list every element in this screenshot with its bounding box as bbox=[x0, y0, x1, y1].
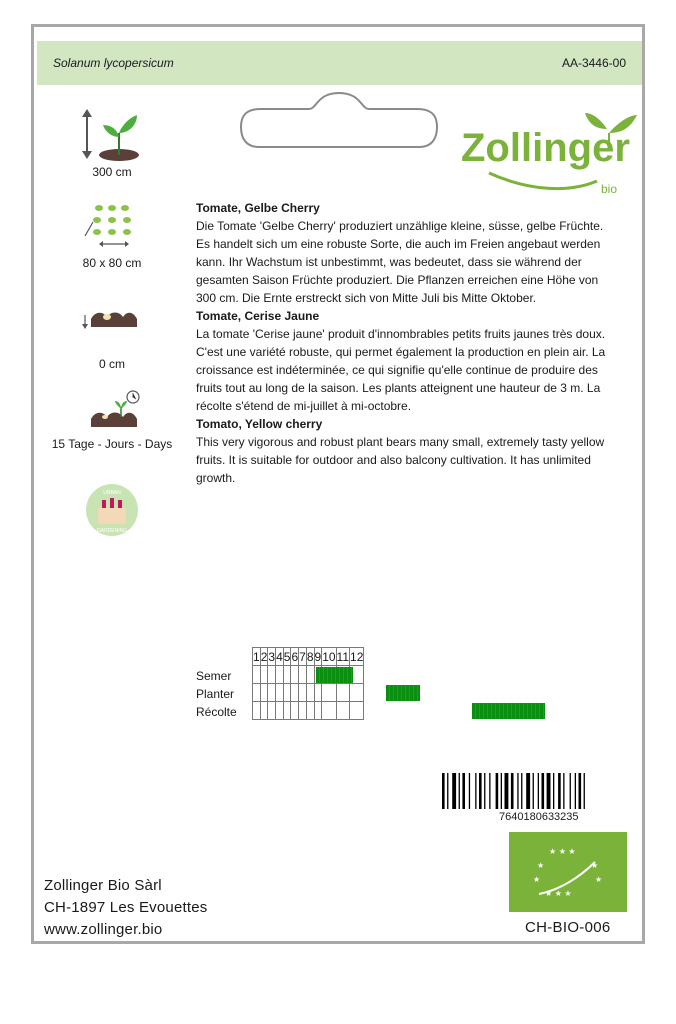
calendar-row-harvest bbox=[253, 702, 364, 720]
calendar-cell bbox=[291, 666, 299, 684]
header-bar bbox=[37, 41, 642, 85]
seed-packet bbox=[31, 24, 645, 944]
row-label-harvest: Récolte bbox=[196, 705, 237, 719]
calendar-cell bbox=[276, 666, 284, 684]
brand-sub: bio bbox=[601, 182, 618, 196]
bio-certification: CH-BIO-006 bbox=[525, 919, 611, 936]
month-4: 4 bbox=[276, 649, 283, 664]
calendar-cell bbox=[350, 684, 364, 702]
month-9: 9 bbox=[314, 649, 322, 664]
svg-text:★: ★ bbox=[591, 861, 599, 870]
calendar-row-plant bbox=[253, 684, 364, 702]
plant-period-bar bbox=[386, 685, 420, 701]
plant-height-icon bbox=[77, 107, 147, 161]
calendar-cell bbox=[276, 702, 284, 720]
calendar-cell bbox=[253, 666, 261, 684]
calendar-cell bbox=[336, 684, 349, 702]
calendar-cell bbox=[283, 684, 291, 702]
variety-title-fr: Tomate, Cerise Jaune bbox=[196, 309, 320, 323]
month-12: 12 bbox=[350, 649, 364, 664]
article-code: AA-3446-00 bbox=[561, 56, 626, 70]
badge-top-text: URBAN bbox=[103, 490, 121, 496]
barcode-number: 7640180633235 bbox=[499, 811, 579, 823]
depth-info bbox=[34, 297, 190, 371]
month-header-row bbox=[253, 648, 364, 666]
svg-text:★: ★ bbox=[533, 875, 541, 884]
variety-text-de: Die Tomate 'Gelbe Cherry' produziert unzählige kleine, süsse, gelbe Früchte. Es handelt sich um eine robuste Sorte, die auch im Freien angebaut werden kann. Ihr Wachstum ist unbestimmt, was bedeutet, dass sie während der gesamten Saison Früchte produziert. Die Pflanzen erreichen eine Höhe von 300 cm. Die Ernte erstreckt sich von Mitte Juli bis Mitte Oktober. bbox=[196, 219, 604, 305]
height-info bbox=[34, 107, 190, 179]
sowing-depth-icon bbox=[77, 297, 147, 337]
calendar-cell bbox=[299, 684, 307, 702]
month-10: 10 bbox=[322, 649, 336, 664]
urban-gardening-badge bbox=[34, 482, 190, 538]
company-location: CH-1897 Les Evouettes bbox=[44, 899, 208, 916]
germination-info bbox=[34, 387, 190, 451]
calendar-cell bbox=[260, 684, 268, 702]
badge-bottom-text: GARDENING bbox=[96, 528, 128, 534]
calendar-cell bbox=[253, 684, 261, 702]
month-5: 5 bbox=[283, 649, 291, 664]
calendar-cell bbox=[306, 666, 314, 684]
month-11: 11 bbox=[336, 649, 350, 664]
barcode bbox=[442, 773, 622, 809]
month-2: 2 bbox=[260, 649, 268, 664]
calendar-cell bbox=[268, 684, 276, 702]
calendar-cell bbox=[306, 684, 314, 702]
svg-text:★: ★ bbox=[595, 875, 603, 884]
month-8: 8 bbox=[306, 649, 314, 664]
month-3: 3 bbox=[268, 649, 276, 664]
calendar-cell bbox=[260, 666, 268, 684]
calendar-cell bbox=[276, 684, 284, 702]
latin-name: Solanum lycopersicum bbox=[53, 56, 174, 70]
calendar-cell bbox=[350, 702, 364, 720]
germination-time-icon bbox=[77, 387, 147, 433]
variety-text-fr: La tomate 'Cerise jaune' produit d'innombrables petits fruits jaunes très doux. C'est une variété robuste, qui permet également la production en plein air. La croissance est indéterminée, ce qui signifie qu'elle continue de produire des fruits tout au long de la saison. Les plants atteignent une hauteur de 3 m. La récolte s'étend de mi-juillet à mi-octobre. bbox=[196, 327, 606, 413]
month-1: 1 bbox=[253, 649, 260, 664]
company-address bbox=[44, 875, 207, 941]
variety-title-en: Tomato, Yellow cherry bbox=[196, 417, 323, 431]
month-6: 6 bbox=[291, 649, 299, 664]
height-value: 300 cm bbox=[92, 165, 132, 179]
plant-spacing-icon bbox=[77, 202, 147, 252]
variety-title-de: Tomate, Gelbe Cherry bbox=[196, 201, 320, 215]
svg-text:★ ★ ★: ★ ★ ★ bbox=[549, 847, 576, 856]
calendar-cell bbox=[253, 702, 261, 720]
calendar-grid bbox=[252, 647, 364, 720]
company-name: Zollinger Bio Sàrl bbox=[44, 877, 162, 894]
brand-name: Zollinger bbox=[461, 126, 630, 170]
month-7: 7 bbox=[299, 649, 306, 664]
svg-text:★: ★ bbox=[537, 861, 545, 870]
calendar-cell bbox=[306, 702, 314, 720]
label-tab-outline bbox=[239, 89, 439, 149]
depth-value: 0 cm bbox=[98, 357, 125, 371]
calendar-cell bbox=[299, 702, 307, 720]
calendar-cell bbox=[283, 666, 291, 684]
eu-leaf-stars-icon bbox=[509, 832, 627, 912]
calendar-cell bbox=[291, 702, 299, 720]
variety-text-en: This very vigorous and robust plant bears many small, extremely tasty yellow fruits. It is suitable for outdoor and also balcony cultivation. It has unlimited growth. bbox=[196, 435, 605, 485]
calendar-cell bbox=[268, 666, 276, 684]
eu-organic-logo bbox=[509, 832, 627, 912]
calendar-cell bbox=[283, 702, 291, 720]
calendar-cell bbox=[322, 702, 336, 720]
calendar-cell bbox=[260, 702, 268, 720]
sow-period-bar bbox=[316, 667, 353, 683]
company-website[interactable]: www.zollinger.bio bbox=[44, 921, 163, 938]
germination-value: 15 Tage - Jours - Days bbox=[51, 437, 173, 451]
row-label-sow: Semer bbox=[196, 669, 232, 683]
spacing-value: 80 x 80 cm bbox=[82, 256, 142, 270]
harvest-period-bar bbox=[472, 703, 545, 719]
row-label-plant: Planter bbox=[196, 687, 235, 701]
calendar-cell bbox=[336, 702, 349, 720]
calendar-cell bbox=[299, 666, 307, 684]
calendar-row-labels bbox=[196, 667, 256, 721]
urban-gardening-icon bbox=[84, 482, 140, 538]
calendar-cell bbox=[291, 684, 299, 702]
calendar-cell bbox=[322, 684, 336, 702]
calendar-cell bbox=[314, 702, 322, 720]
spacing-info bbox=[34, 202, 190, 270]
zollinger-bio-logo bbox=[459, 99, 639, 199]
calendar-cell bbox=[268, 702, 276, 720]
variety-description bbox=[196, 199, 608, 487]
calendar-cell bbox=[314, 684, 322, 702]
svg-text:★ ★ ★: ★ ★ ★ bbox=[545, 889, 572, 898]
